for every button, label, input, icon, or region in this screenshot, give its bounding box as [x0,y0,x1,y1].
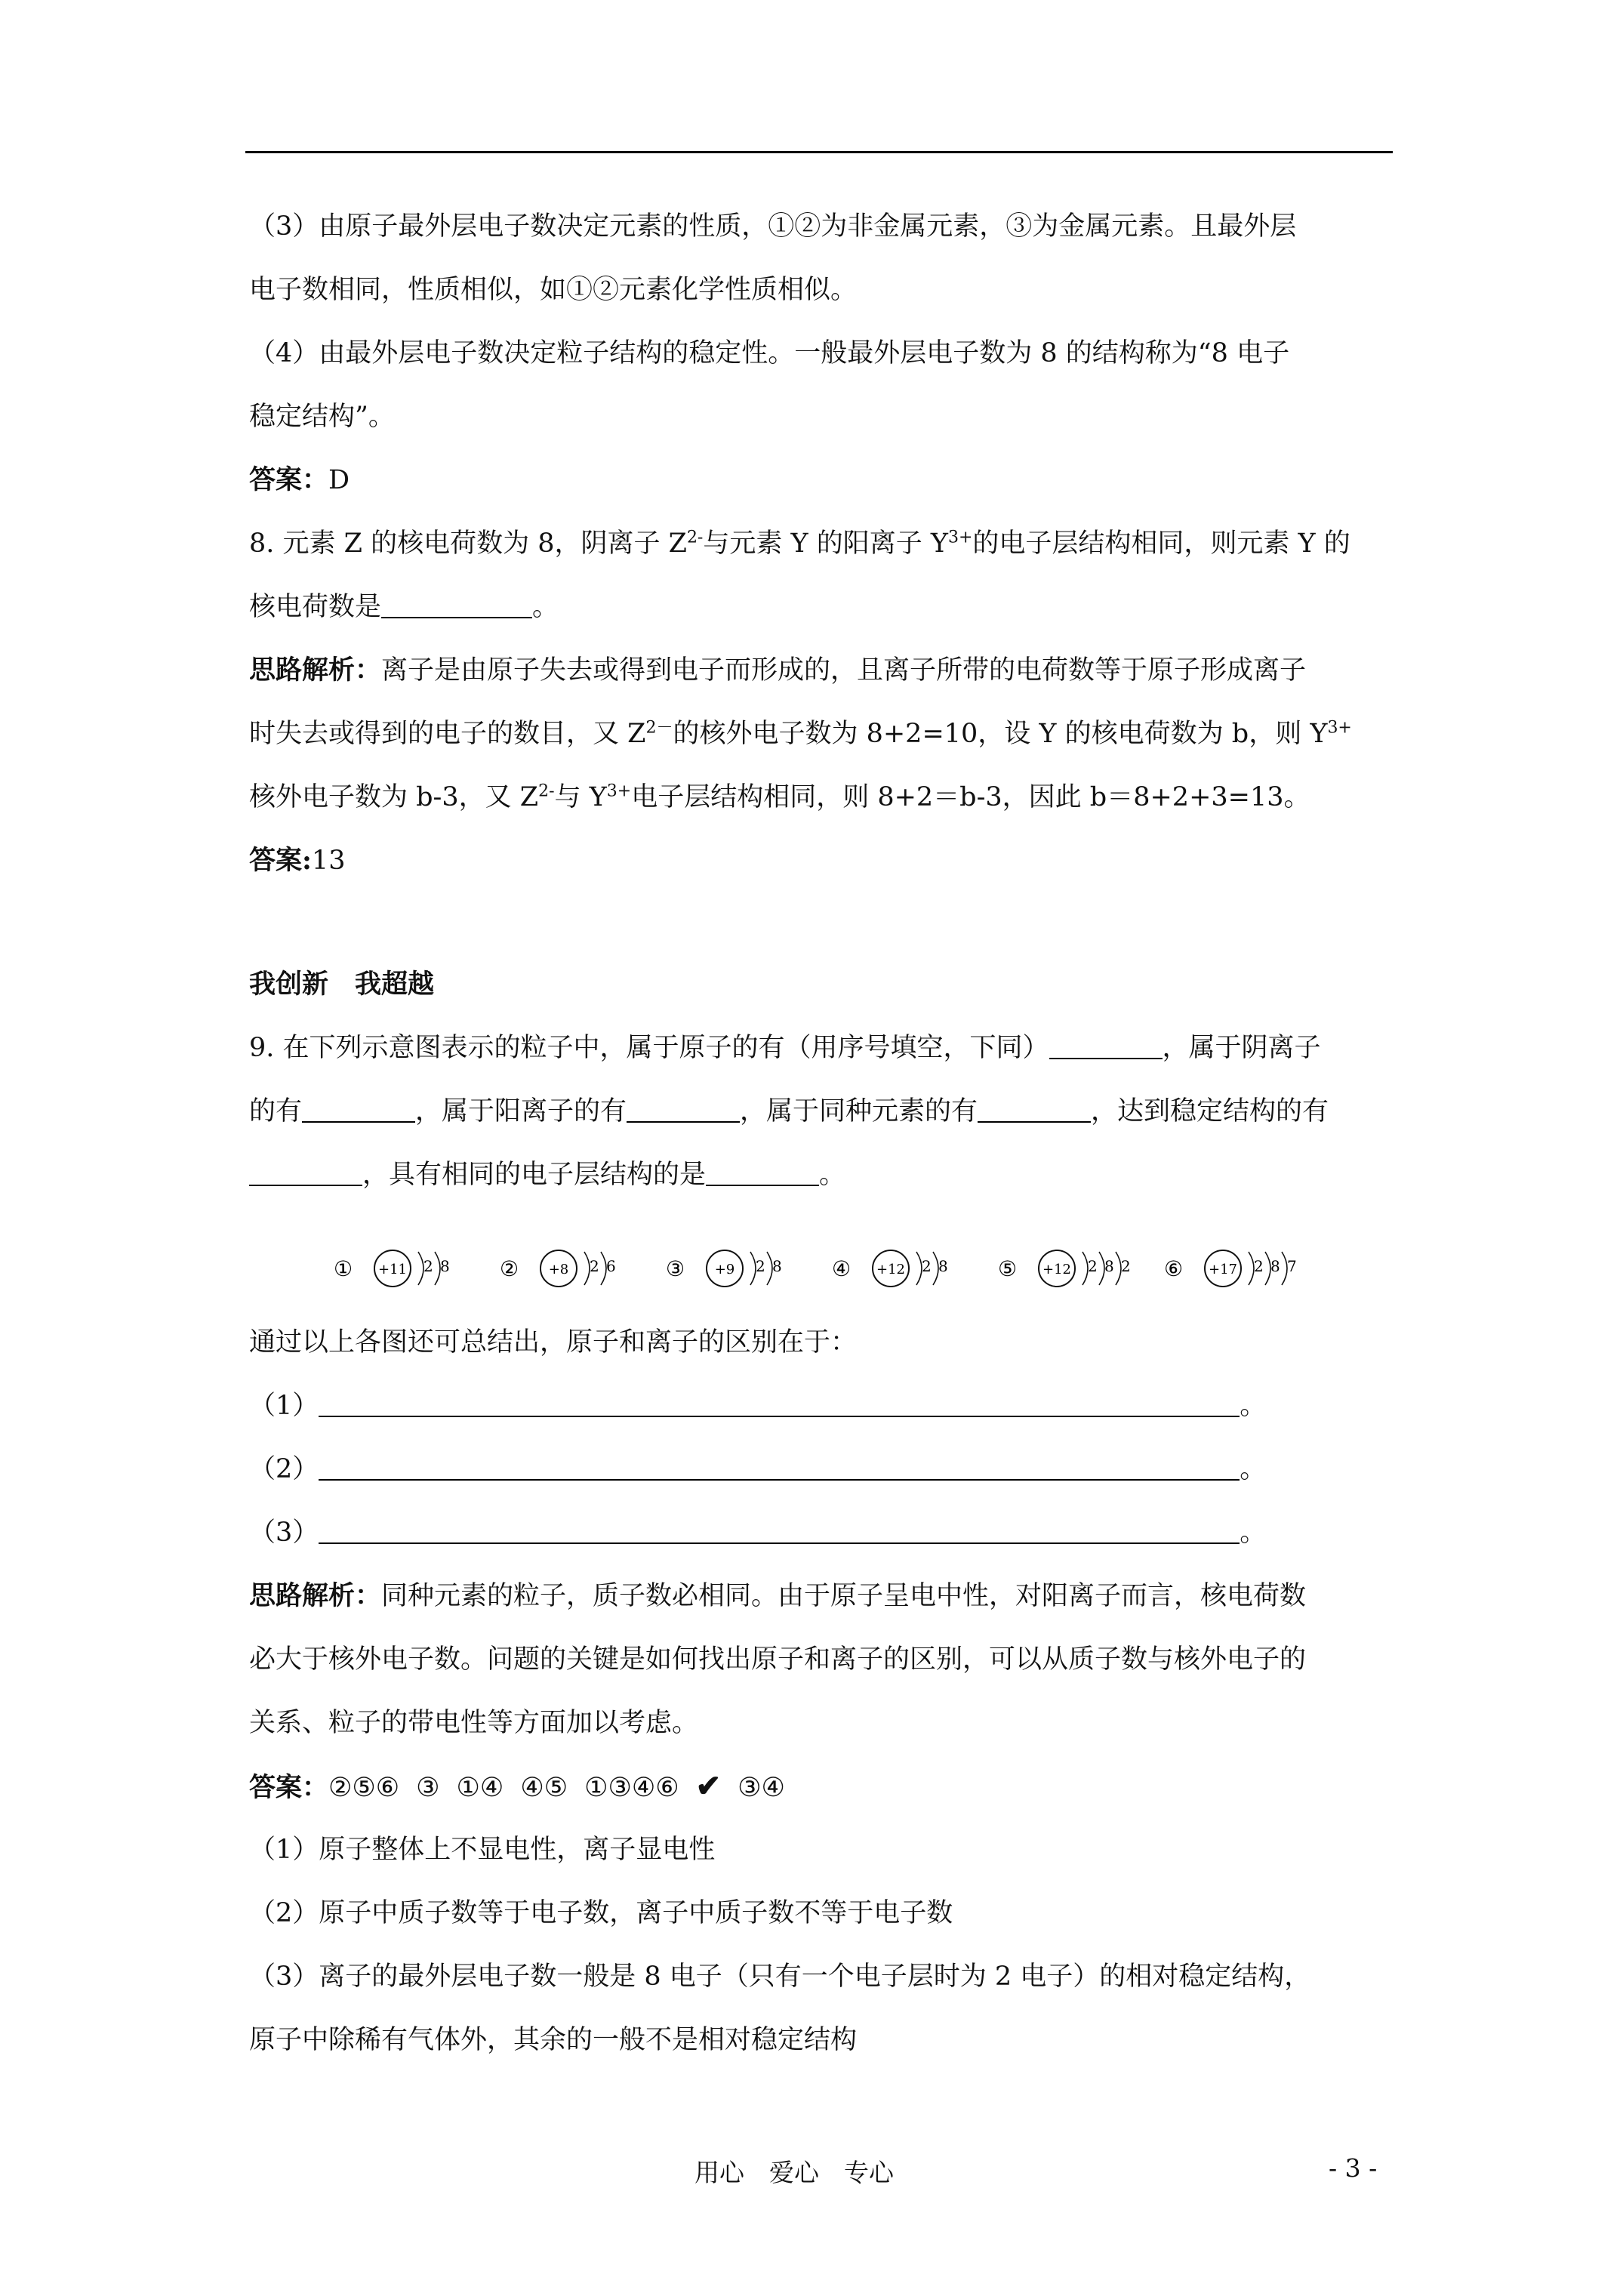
atom-diagram [832,1250,948,1287]
header-rule [245,151,1393,153]
answer-blank[interactable] [319,1517,1240,1544]
electron-shell-arc [750,1252,756,1285]
answer-9-reason-3-cont: 原子中除稀有气体外，其余的一般不是相对稳定结构 [249,2025,858,2055]
shell-electron-count: 8 [772,1257,782,1275]
fill-line-3: （3） 。 [249,1518,1267,1548]
text-line: 稳定结构”。 [249,402,395,432]
electron-shell-arc [933,1252,938,1285]
answer-blank[interactable] [249,1159,362,1186]
shell-electron-count: 2 [423,1257,433,1275]
answer-blank[interactable] [319,1390,1240,1417]
atom-label: ⑥ [1164,1256,1184,1281]
shell-electron-count: 8 [440,1257,450,1275]
answer-9: 答案：②⑤⑥ ③ ①④ ④⑤ ①③④⑥ ✔ ③④ [249,1768,785,1804]
electron-shell-arc [1249,1252,1254,1285]
nucleus-charge: +17 [1209,1262,1237,1277]
electron-shell-arc [584,1252,590,1285]
shell-electron-count: 2 [1121,1257,1131,1275]
atom-label: ② [500,1256,519,1281]
electron-shell-arc [1116,1252,1121,1285]
question-8-line2: 核电荷数是 。 [249,592,559,622]
nucleus-charge: +12 [876,1262,905,1277]
footer-motto: 用心 爱心 专心 [694,2158,894,2187]
electron-shell-arc [435,1252,440,1285]
answer-9-reason-2: （2）原子中质子数等于电子数，离子中质子数不等于电子数 [249,1898,953,1928]
fill-line-2: （2） 。 [249,1454,1267,1484]
shell-electron-count: 8 [1270,1257,1280,1275]
nucleus-charge: +11 [378,1262,407,1277]
atom-diagram [1164,1250,1297,1287]
atom-label: ⑤ [998,1256,1018,1281]
nucleus-charge: +8 [548,1262,569,1277]
shell-electron-count: 2 [1088,1257,1098,1275]
solution-9-line2: 必大于核外电子数。问题的关键是如何找出原子和离子的区别，可以从质子数与核外电子的 [249,1644,1307,1675]
electron-shell-arc [1099,1252,1104,1285]
electron-shell-arc [1282,1252,1287,1285]
answer-9-reason-3: （3）离子的最外层电子数一般是 8 电子（只有一个电子层时为 2 电子）的相对稳定结构， [249,1962,1311,1992]
shell-electron-count: 7 [1287,1257,1297,1275]
shell-electron-count: 2 [756,1257,765,1275]
answer-blank[interactable] [381,591,532,618]
solution-8-line2: 时失去或得到的电子的数目，又 $Z^{2-}$的核外电子数为 8+2=10，设 Y 的核电荷数为 b，则 $Y^{3+}$ [249,718,1352,749]
page-number: - 3 - [1329,2153,1378,2183]
question-9: 9. 在下列示意图表示的粒子中，属于原子的有（用序号填空，下同） ，属于阴离子 [249,1033,1321,1063]
atom-label: ① [334,1256,353,1281]
atom-diagram [500,1250,616,1287]
text-line: （3）由原子最外层电子数决定元素的性质，①②为非金属元素，③为金属元素。且最外层 [249,211,1297,242]
question-9-line3: ，具有相同的电子层结构的是 。 [249,1158,845,1191]
answer-blank[interactable] [706,1159,819,1186]
section-heading: 我创新 我超越 [249,969,435,1000]
shell-electron-count: 8 [1104,1257,1114,1275]
atom-diagram [666,1250,782,1287]
electron-shell-arc [767,1252,772,1285]
solution-9-line3: 关系、粒子的带电性等方面加以考虑。 [249,1708,699,1738]
answer-8: 答案:13 [249,845,346,876]
shell-electron-count: 6 [606,1257,616,1275]
electron-shell-arc [1265,1252,1270,1285]
answer-9-reason-1: （1）原子整体上不显电性，离子显电性 [249,1835,716,1865]
electron-shell-arc [1083,1252,1088,1285]
electron-shell-arc [916,1252,922,1285]
shell-electron-count: 2 [922,1257,932,1275]
fill-line-1: （1） 。 [249,1391,1267,1421]
electron-shell-arc [601,1252,606,1285]
checkmark-icon: ✔ [695,1768,722,1804]
nucleus-charge: +12 [1042,1262,1071,1277]
atom-label: ③ [666,1256,685,1281]
shell-electron-count: 8 [938,1257,948,1275]
answer-blank[interactable] [319,1453,1240,1481]
atom-diagram [334,1250,450,1287]
atomic-structure-diagrams [332,1238,1313,1299]
question-8: 8. 元素 Z 的核电荷数为 8，阴离子 $Z^{2-}$与元素 Y 的阳离子 $Y^{3+}$的电子层结构相同，则元素 Y 的 [249,528,1350,559]
solution-9: 思路解析：同种元素的粒子，质子数必相同。由于原子呈电中性，对阳离子而言，核电荷数 [249,1580,1307,1611]
shell-electron-count: 2 [1254,1257,1264,1275]
answer-blank[interactable] [978,1096,1091,1123]
summary-prompt: 通过以上各图还可总结出，原子和离子的区别在于： [249,1327,858,1358]
answer-blank[interactable] [302,1096,415,1123]
answer-blank[interactable] [627,1096,740,1123]
solution-8-line3: 核外电子数为 b-3，又 $Z^{2-}$与 $Y^{3+}$电子层结构相同，则 8+2＝b-3，因此 b＝8+2+3=13。 [249,781,1310,812]
solution-8: 思路解析：离子是由原子失去或得到电子而形成的，且离子所带的电荷数等于原子形成离子 [249,655,1307,686]
shell-electron-count: 2 [590,1257,599,1275]
answer-blank[interactable] [1049,1032,1163,1059]
text-line: 电子数相同，性质相似，如①②元素化学性质相似。 [249,275,858,305]
text-line: （4）由最外层电子数决定粒子结构的稳定性。一般最外层电子数为 8 的结构称为“8 电子 [249,338,1290,368]
answer-7: 答案：D [249,464,350,495]
atom-label: ④ [832,1256,852,1281]
nucleus-charge: +9 [714,1262,735,1277]
electron-shell-arc [418,1252,423,1285]
question-9-line2: 的有 ，属于阳离子的有 ，属于同种元素的有 ，达到稳定结构的有 [249,1096,1329,1126]
atom-diagram [998,1250,1131,1287]
